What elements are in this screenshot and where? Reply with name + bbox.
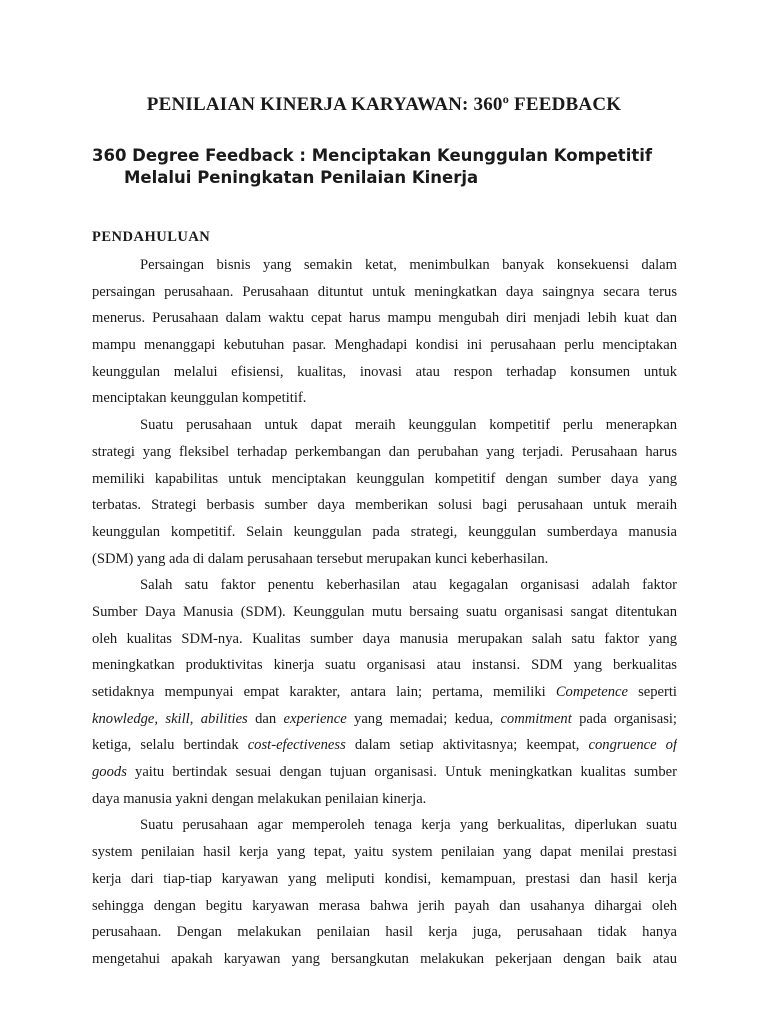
paragraph-line <box>92 732 677 759</box>
paragraph-line: strategi yang fleksibel terhadap perkembangan dan perubahan yang terjadi. Perusahaan harus <box>92 443 677 460</box>
paragraph-line: sehingga dengan begitu karyawan merasa bahwa jerih payah dan usahanya dihargai oleh <box>92 897 677 914</box>
paragraph-line <box>92 759 677 786</box>
paragraph-line: persaingan perusahaan. Perusahaan dituntut untuk meningkatkan daya saingnya secara terus <box>92 283 677 300</box>
paragraph-line: oleh kualitas SDM-nya. Kualitas sumber daya manusia merupakan salah satu faktor yang <box>92 630 677 647</box>
paragraph-line: meningkatkan produktivitas kinerja suatu organisasi atau instansi. SDM yang berkualitas <box>92 657 677 674</box>
paragraph-line: keunggulan kompetitif. Selain keunggulan pada strategi, keunggulan sumberdaya manusia <box>92 523 677 540</box>
paragraph-line: Suatu perusahaan agar memperoleh tenaga kerja yang berkualitas, diperlukan suatu <box>140 817 677 834</box>
paragraph-line: system penilaian hasil kerja yang tepat, yaitu system penilaian yang dapat menilai prestasi <box>92 844 677 861</box>
subtitle-line-1: 360 Degree Feedback : Menciptakan Keunggulan Kompetitif <box>92 146 653 165</box>
paragraph-line: (SDM) yang ada di dalam perusahaan tersebut merupakan kunci keberhasilan. <box>92 550 549 567</box>
paragraph-line: daya manusia yakni dengan melakukan penilaian kinerja. <box>92 790 427 807</box>
italic-term: goods <box>92 764 127 781</box>
paragraph-line: menciptakan keunggulan kompetitif. <box>92 390 307 407</box>
text-run: pada organisasi; <box>571 710 677 727</box>
italic-term: commitment <box>500 710 572 727</box>
paragraph-line <box>92 679 677 706</box>
paragraph-line: mampu menanggapi kebutuhan pasar. Menghadapi kondisi ini perusahaan perlu menciptakan <box>92 337 677 354</box>
paragraph-line: Suatu perusahaan untuk dapat meraih keunggulan kompetitif perlu menerapkan <box>140 417 677 434</box>
text-run: yang memadai; kedua, <box>346 710 501 727</box>
text-run: seperti <box>627 684 677 700</box>
italic-term: knowledge, skill, abilities <box>92 710 248 727</box>
paragraph-line: perusahaan. Dengan melakukan penilaian hasil kerja juga, perusahaan tidak hanya <box>92 924 677 941</box>
paragraph-line: terbatas. Strategi berbasis sumber daya memberikan solusi bagi perusahaan untuk meraih <box>92 497 677 514</box>
paragraph-line: Salah satu faktor penentu keberhasilan atau kegagalan organisasi adalah faktor <box>140 577 677 594</box>
italic-term: experience <box>283 710 347 727</box>
paragraph-line <box>92 706 677 733</box>
paragraph-line: Persaingan bisnis yang semakin ketat, menimbulkan banyak konsekuensi dalam <box>140 257 677 273</box>
text-run: yaitu bertindak sesuai dengan tujuan organisasi. Untuk meningkatkan kualitas sumber <box>126 764 677 781</box>
subtitle-line-2: Melalui Peningkatan Penilaian Kinerja <box>124 168 479 187</box>
section-heading: PENDAHULUAN <box>92 229 211 245</box>
text-run: setidaknya mempunyai empat karakter, antara lain; pertama, memiliki <box>92 684 556 700</box>
paragraph-line: keunggulan melalui efisiensi, kualitas, inovasi atau respon terhadap konsumen untuk <box>92 363 677 380</box>
text-run: dalam setiap aktivitasnya; keempat, <box>345 737 589 754</box>
italic-term: congruence of <box>588 737 677 754</box>
text-run: ketiga, selalu bertindak <box>92 737 248 754</box>
text-run: dan <box>247 710 284 727</box>
italic-term: Competence <box>555 684 628 700</box>
paragraph-line: menerus. Perusahaan dalam waktu cepat harus mampu mengubah diri menjadi lebih kuat dan <box>92 310 677 327</box>
paragraph-line: kerja dari tiap-tiap karyawan yang meliputi kondisi, kemampuan, prestasi dan hasil kerja <box>92 870 677 887</box>
paragraph-line: mengetahui apakah karyawan yang bersangkutan melakukan pekerjaan dengan baik atau <box>92 950 677 967</box>
paragraph-line: Sumber Daya Manusia (SDM). Keunggulan mutu bersaing suatu organisasi sangat ditentukan <box>92 603 677 620</box>
italic-term: cost-efectiveness <box>247 737 346 754</box>
body-text <box>92 252 677 973</box>
paragraph-line: memiliki kapabilitas untuk menciptakan keunggulan kompetitif dengan sumber daya yang <box>92 470 677 487</box>
document-title: PENILAIAN KINERJA KARYAWAN: 360º FEEDBACK <box>146 94 622 115</box>
